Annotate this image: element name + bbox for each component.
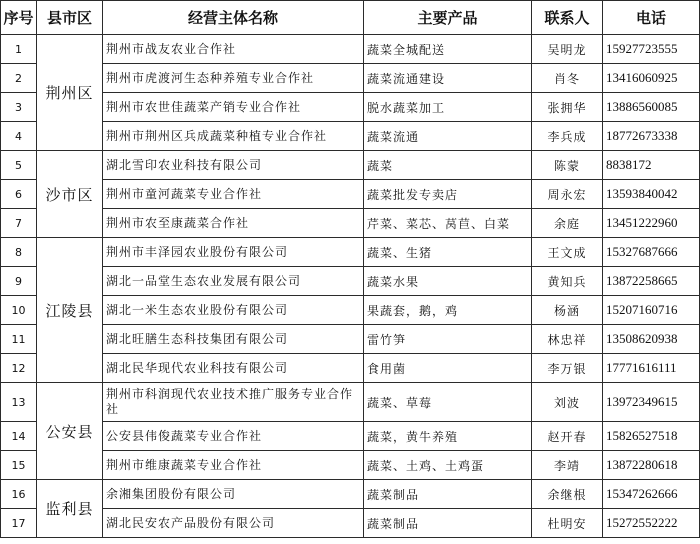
main-product: 脱水蔬菜加工: [364, 93, 532, 122]
table-row: [1, 267, 700, 296]
table-row: [1, 93, 700, 122]
entity-name: 湖北雪印农业科技有限公司: [103, 151, 364, 180]
main-product: 芹菜、菜芯、莴苣、白菜: [364, 209, 532, 238]
entity-name: 荆州市童河蔬菜专业合作社: [103, 180, 364, 209]
contact-person: 肖冬: [532, 64, 603, 93]
main-product: 蔬菜流通建设: [364, 64, 532, 93]
main-product: 蔬菜、草莓: [364, 383, 532, 422]
table-row: [1, 509, 700, 538]
contact-person: 赵开春: [532, 422, 603, 451]
contact-person: 王文成: [532, 238, 603, 267]
main-product: 蔬菜、生猪: [364, 238, 532, 267]
main-product: 食用菌: [364, 354, 532, 383]
row-index: 16: [1, 480, 37, 509]
contact-person: 林忠祥: [532, 325, 603, 354]
table-row: [1, 325, 700, 354]
contact-person: 余继根: [532, 480, 603, 509]
row-index: 5: [1, 151, 37, 180]
row-index: 15: [1, 451, 37, 480]
header-name: 经营主体名称: [103, 1, 364, 35]
phone-number: 15207160716: [603, 296, 700, 325]
entity-name: 余湘集团股份有限公司: [103, 480, 364, 509]
main-product: 蔬菜，黄牛养殖: [364, 422, 532, 451]
entity-name: 湖北旺膳生态科技集团有限公司: [103, 325, 364, 354]
table-row: [1, 180, 700, 209]
county-cell: 荆州区: [37, 35, 103, 151]
main-product: 蔬菜: [364, 151, 532, 180]
table-row: [1, 238, 700, 267]
header-contact: 联系人: [532, 1, 603, 35]
main-product: 果蔬套，鹅，鸡: [364, 296, 532, 325]
phone-number: 13593840042: [603, 180, 700, 209]
row-index: 4: [1, 122, 37, 151]
contact-person: 李靖: [532, 451, 603, 480]
table-row: [1, 35, 700, 64]
table-row: [1, 383, 700, 422]
phone-number: 15327687666: [603, 238, 700, 267]
county-cell: 江陵县: [37, 238, 103, 383]
entity-name: 荆州市农世佳蔬菜产销专业合作社: [103, 93, 364, 122]
county-cell: 沙市区: [37, 151, 103, 238]
phone-number: 13508620938: [603, 325, 700, 354]
phone-number: 17771616111: [603, 354, 700, 383]
row-index: 11: [1, 325, 37, 354]
phone-number: 15927723555: [603, 35, 700, 64]
phone-number: 15347262666: [603, 480, 700, 509]
contact-person: 黄知兵: [532, 267, 603, 296]
row-index: 3: [1, 93, 37, 122]
main-product: 蔬菜流通: [364, 122, 532, 151]
contact-person: 李万银: [532, 354, 603, 383]
row-index: 6: [1, 180, 37, 209]
entity-name: 荆州市维康蔬菜专业合作社: [103, 451, 364, 480]
table-row: [1, 296, 700, 325]
entity-name: 湖北民华现代农业科技有限公司: [103, 354, 364, 383]
entity-name: 荆州市科润现代农业技术推广服务专业合作社: [103, 383, 364, 422]
entity-name: 荆州市农至康蔬菜合作社: [103, 209, 364, 238]
main-product: 雷竹笋: [364, 325, 532, 354]
row-index: 13: [1, 383, 37, 422]
table-row: [1, 64, 700, 93]
main-product: 蔬菜制品: [364, 480, 532, 509]
phone-number: 13872258665: [603, 267, 700, 296]
table-row: [1, 151, 700, 180]
phone-number: 13416060925: [603, 64, 700, 93]
main-product: 蔬菜全城配送: [364, 35, 532, 64]
contact-person: 李兵成: [532, 122, 603, 151]
row-index: 14: [1, 422, 37, 451]
phone-number: 13872280618: [603, 451, 700, 480]
table-row: [1, 209, 700, 238]
main-product: 蔬菜、土鸡、土鸡蛋: [364, 451, 532, 480]
entity-name: 湖北民安农产品股份有限公司: [103, 509, 364, 538]
contact-person: 杨涵: [532, 296, 603, 325]
contact-person: 吴明龙: [532, 35, 603, 64]
county-cell: 公安县: [37, 383, 103, 480]
phone-number: 15826527518: [603, 422, 700, 451]
main-product: 蔬菜批发专卖店: [364, 180, 532, 209]
table-row: [1, 122, 700, 151]
entity-name: 荆州市战友农业合作社: [103, 35, 364, 64]
phone-number: 15272552222: [603, 509, 700, 538]
row-index: 8: [1, 238, 37, 267]
main-product: 蔬菜水果: [364, 267, 532, 296]
row-index: 7: [1, 209, 37, 238]
phone-number: 13886560085: [603, 93, 700, 122]
main-product: 蔬菜制品: [364, 509, 532, 538]
header-index: 序号: [1, 1, 37, 35]
phone-number: 18772673338: [603, 122, 700, 151]
header-county: 县市区: [37, 1, 103, 35]
contact-person: 余庭: [532, 209, 603, 238]
county-cell: 监利县: [37, 480, 103, 538]
table-row: [1, 451, 700, 480]
contact-person: 陈蒙: [532, 151, 603, 180]
entity-name: 荆州市丰泽园农业股份有限公司: [103, 238, 364, 267]
contact-person: 张拥华: [532, 93, 603, 122]
contact-person: 杜明安: [532, 509, 603, 538]
table-row: [1, 422, 700, 451]
phone-number: 13972349615: [603, 383, 700, 422]
header-product: 主要产品: [364, 1, 532, 35]
phone-number: 8838172: [603, 151, 700, 180]
entity-name: 荆州市荆州区兵成蔬菜种植专业合作社: [103, 122, 364, 151]
entity-name: 荆州市虎渡河生态种养殖专业合作社: [103, 64, 364, 93]
row-index: 10: [1, 296, 37, 325]
entity-name: 湖北一品堂生态农业发展有限公司: [103, 267, 364, 296]
entity-name: 公安县伟俊蔬菜专业合作社: [103, 422, 364, 451]
row-index: 12: [1, 354, 37, 383]
contact-person: 刘波: [532, 383, 603, 422]
row-index: 17: [1, 509, 37, 538]
header-phone: 电话: [603, 1, 700, 35]
phone-number: 13451222960: [603, 209, 700, 238]
contact-person: 周永宏: [532, 180, 603, 209]
table-row: [1, 354, 700, 383]
table-row: [1, 480, 700, 509]
row-index: 2: [1, 64, 37, 93]
row-index: 9: [1, 267, 37, 296]
header-row: [1, 1, 700, 35]
row-index: 1: [1, 35, 37, 64]
entity-name: 湖北一米生态农业股份有限公司: [103, 296, 364, 325]
